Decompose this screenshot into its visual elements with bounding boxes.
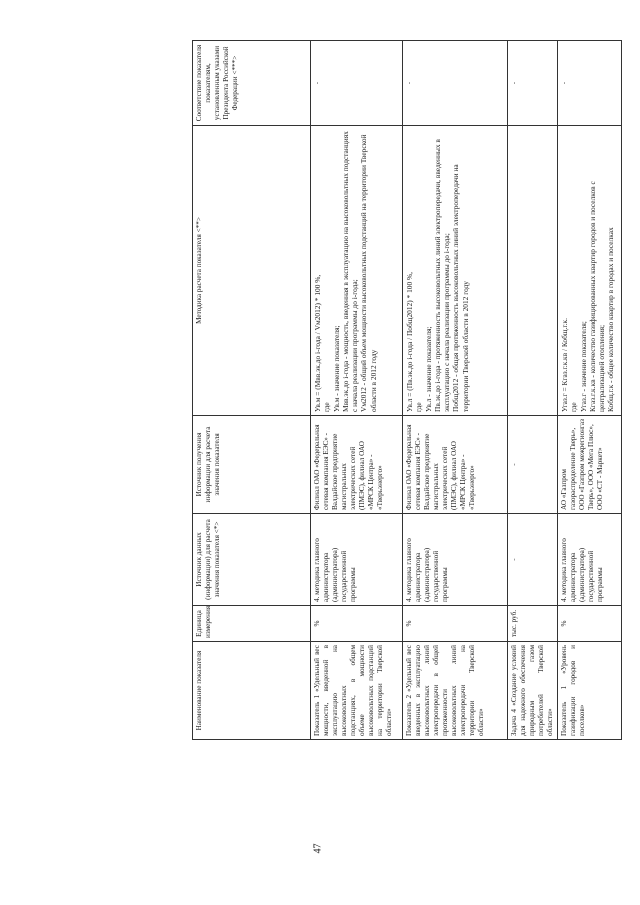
- header-source: Источник данных (информации) для расчета значения показателя <*>: [193, 514, 311, 606]
- method-line: где: [414, 402, 424, 412]
- row-compliance: -: [558, 41, 622, 126]
- rotated-table-frame: [192, 41, 616, 740]
- table-row: [558, 41, 622, 740]
- row-source: 4. методика главного администратора (администратора) государственной программы: [403, 514, 508, 606]
- row-compliance: -: [508, 41, 558, 126]
- table-row: [311, 41, 403, 740]
- row-origin: Филиал ОАО «Федеральная сетевая компания ЕЭС» - Валдайское предприятие магистральных электрических сетей (ПМЭС), филиал ОАО «МРСК Центра» - «Тверьэнерго»: [403, 416, 508, 514]
- header-compliance: Соответствие показателя показателям, установленным указами Президента Российской Федерации <***>: [193, 41, 311, 126]
- table-row: [508, 41, 558, 740]
- indicator-table: [192, 40, 622, 740]
- row-compliance: -: [403, 41, 508, 126]
- row-name: Задача 4 «Создание условий для надежного обеспечения природным газом потребителей Тверской области»: [508, 642, 558, 740]
- method-line: Угаз.г - значение показателя;: [578, 321, 588, 412]
- method-line: Мвв.эк.до i-года - мощность, введенная в эксплуатацию на высоковольтных подстанциях с начала реализации программы до i-года;: [340, 131, 359, 412]
- row-source: -: [508, 514, 558, 606]
- row-origin: АО «Газпром газораспределение Тверь», ООО «Газпром межрегионгаз Тверь», ООО «Мега Плюс», ООО «СТ - Маркет»: [558, 416, 622, 514]
- header-unit: Единица измерения: [193, 606, 311, 642]
- method-line: Ув.л = (Пв.эк.до i-года / Побщ2012) * 100 %,: [405, 271, 414, 412]
- method-line: Ув.л - значение показателя;: [423, 326, 433, 412]
- row-name: Показатель 1 «Уровень газификации городов и поселков»: [558, 642, 622, 740]
- method-line: Ув.м = (Мвв.эк.до i-года / Vм2012) * 100 %,: [313, 274, 322, 412]
- method-line: Кгаз.г.к.кв - количество газифицированных квартир городов и поселков с централизацией отопления;: [587, 181, 606, 412]
- row-compliance: -: [311, 41, 403, 126]
- table-header-row: [193, 41, 311, 740]
- method-line: Побщ2012 - общая протяженность высоковольтных линий электропередачи на территории Тверской области в 2012 году: [451, 164, 470, 412]
- row-name: Показатель 1 «Удельный вес мощности, введенной в эксплуатацию на высоковольтных подстанциях, в общем объеме мощности высоковольтных подстанций на территории Тверской области»: [311, 642, 403, 740]
- row-method: [508, 126, 558, 416]
- table-row: [403, 41, 508, 740]
- header-method: Методика расчета показателя <**>: [193, 126, 311, 416]
- row-unit: тыс. руб.: [508, 606, 558, 642]
- row-source: 4. методика главного администратора (администратора) государственной программы: [558, 514, 622, 606]
- row-origin: -: [508, 416, 558, 514]
- indicator-table-wrapper: [192, 41, 616, 740]
- method-line: где: [569, 402, 579, 412]
- row-unit: %: [311, 606, 403, 642]
- method-line: где: [322, 402, 332, 412]
- row-source: 4. методика главного администратора (администратора) государственной программы: [311, 514, 403, 606]
- row-unit: %: [558, 606, 622, 642]
- method-line: Ув.м - значение показателя;: [331, 325, 341, 412]
- row-method: [311, 126, 403, 416]
- method-line: Угаз.г = Кгаз.г.к.кв / Кобщ.г.к.: [560, 318, 569, 412]
- row-origin: Филиал ОАО «Федеральная сетевая компания ЕЭС» - Валдайское предприятие магистральных электрических сетей (ПМЭС), филиал ОАО «МРСК Центра» - «Тверьэнерго»: [311, 416, 403, 514]
- row-name: Показатель 2 «Удельный вес введенных в эксплуатацию высоковольтных линий электропередачи в общей протяженности высоковольтных линий электропередачи на территории Тверской области»: [403, 642, 508, 740]
- method-line: Кобщ.г.к - общее количество квартир в городах и поселках: [606, 227, 616, 412]
- method-line: Пв.эк.до i-года - протяженность высоковольтных линий электропередачи, введенных в эксплуатацию с начала реализации программы до i-года;: [432, 139, 451, 412]
- method-line: Vм2012 - общий объем мощности высоковольтных подстанций на территории Тверской области в 2012 году: [359, 134, 378, 412]
- row-method: [558, 126, 622, 416]
- header-origin: Источник получения информации для расчета значения показателя: [193, 416, 311, 514]
- header-name: Наименование показателя: [193, 642, 311, 740]
- page-number: 47: [312, 843, 324, 854]
- row-method: [403, 126, 508, 416]
- row-unit: %: [403, 606, 508, 642]
